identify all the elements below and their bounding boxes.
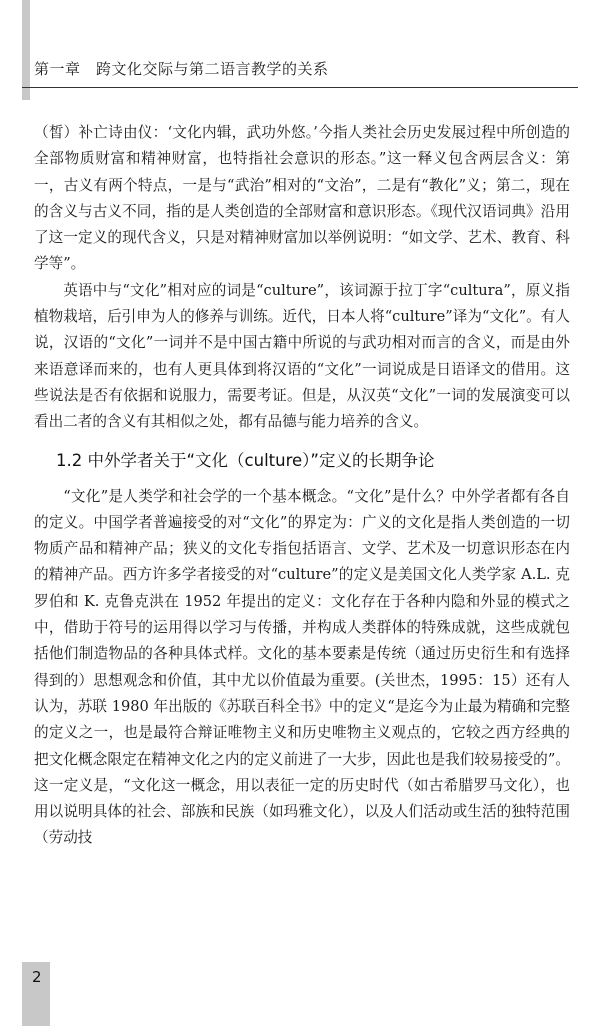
chapter-title: 第一章 跨文化交际与第二语言教学的关系 bbox=[34, 60, 329, 78]
header-rule bbox=[22, 87, 578, 88]
paragraph-continued: （皙）补亡诗由仪：‘文化内辑，武功外悠。’今指人类社会历史发展过程中所创造的全部物质财富和精神财富，也特指社会意识的形态。”这一释义包含两层含义：第一，古义有两个特点，一是与“武治”相对的“文治”，二是有“教化”义；第二，现在的含义与古义不同，指的是人类创造的全部财富和意识形态。《现代汉语词典》沿用了这一定义的现代含义，只是对精神财富加以举例说明：“如文学、艺术、教育、科学等”。 bbox=[34, 124, 570, 273]
paragraph-culture-etymology: 英语中与“文化”相对应的词是“culture”，该词源于拉丁字“cultura”，原义指植物栽培，后引申为人的修养与训练。近代，日本人将“culture”译为“文化”。有人说，汉语的“文化”一词并不是中国古籍中所说的与武功相对而言的含义，而是由外来语意译而来的，也有人更具体到将汉语的“文化”一词说成是日语译文的借用。这些说法是否有依据和说服力，需要考证。但是，从汉英“文化”一词的发展演变可以看出二者的含义有其相似之处，都有品德与能力培养的含义。 bbox=[34, 281, 570, 431]
page-number: 2 bbox=[32, 968, 42, 986]
paragraph-culture-definitions: “文化”是人类学和社会学的一个基本概念。“文化”是什么？中外学者都有各自的定义。中国学者普遍接受的对“文化”的界定为：广义的文化是指人类创造的一切物质产品和精神产品；狭义的文化专指包括语言、文学、艺术及一切意识形态在内的精神产品。西方许多学者接受的对“culture”的定义是美国文化人类学家 A.L. 克罗伯和 K. 克鲁克洪在 1952 年提出的定义：文化存在于各种内隐和外显的模式之中，借助于符号的运用得以学习与传播，并构成人类群体的特殊成就，这些成就包括他们制造物品的各种具体式样。文化的基本要素是传统（通过历史衍生和有选择得到的）思想观念和价值，其中尤以价值最为重要。(关世杰，1995：15）还有人认为，苏联 1980 年出版的《苏联百科全书》中的定义“是迄今为止最为精确和完整的定义之一，也是最符合辩证唯物主义和历史唯物主义观点的，它较之西方经典的把文化概念限定在精神文化之内的定义前进了一大步，因此也是我们较易接受的”。这一定义是，“文化这一概念，用以表征一定的历史时代（如古希腊罗马文化），也用以说明具体的社会、部族和民族（如玛雅文化），以及人们活动或生活的独特范围（劳动技 bbox=[34, 487, 570, 847]
section-heading: 1.2 中外学者关于“文化（culture）”定义的长期争论 bbox=[56, 450, 435, 470]
running-header bbox=[22, 58, 578, 88]
body-text bbox=[34, 120, 570, 852]
